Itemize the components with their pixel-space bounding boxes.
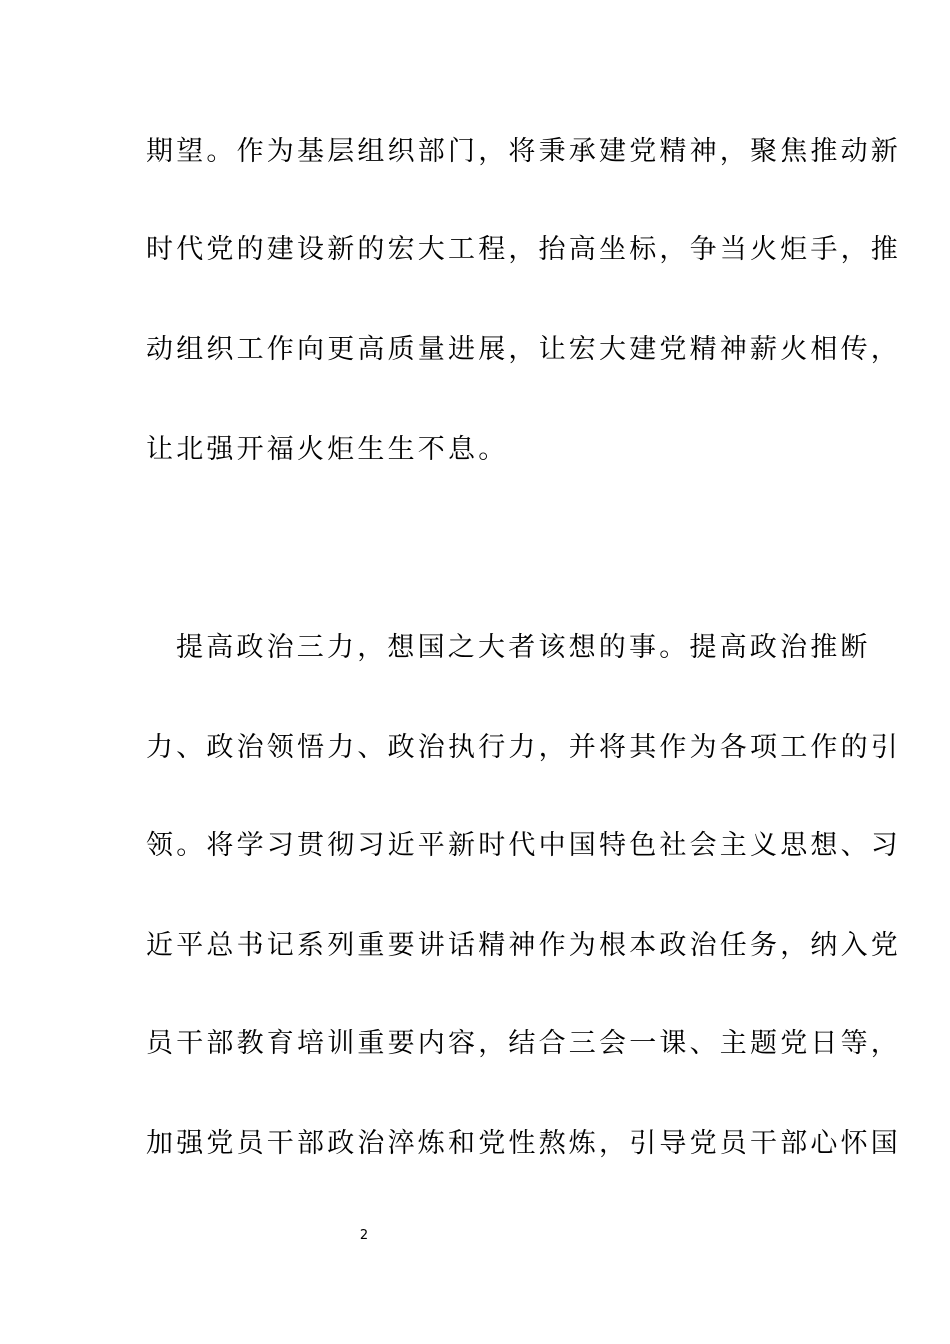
paragraph-2-line-2: 力、政治领悟力、政治执行力，并将其作为各项工作的引 <box>146 732 901 763</box>
paragraph-1-line-3: 动组织工作向更高质量进展，让宏大建党精神薪火相传， <box>146 334 901 365</box>
paragraph-2-line-5: 员干部教育培训重要内容，结合三会一课、主题党日等， <box>146 1028 901 1059</box>
page-number: 2 <box>359 1228 369 1243</box>
paragraph-2-line-1: 提高政治三力，想国之大者该想的事。提高政治推断 <box>176 632 871 663</box>
paragraph-1-line-4: 让北强开福火炬生生不息。 <box>146 434 509 465</box>
paragraph-1-line-1: 期望。作为基层组织部门，将秉承建党精神，聚焦推动新 <box>146 136 901 167</box>
paragraph-2-line-6: 加强党员干部政治淬炼和党性熬炼，引导党员干部心怀国 <box>146 1128 901 1159</box>
paragraph-2-line-4: 近平总书记系列重要讲话精神作为根本政治任务，纳入党 <box>146 930 901 961</box>
paragraph-1-line-2: 时代党的建设新的宏大工程，抬高坐标，争当火炬手，推 <box>146 234 901 265</box>
paragraph-2-line-3: 领。将学习贯彻习近平新时代中国特色社会主义思想、习 <box>146 830 901 861</box>
